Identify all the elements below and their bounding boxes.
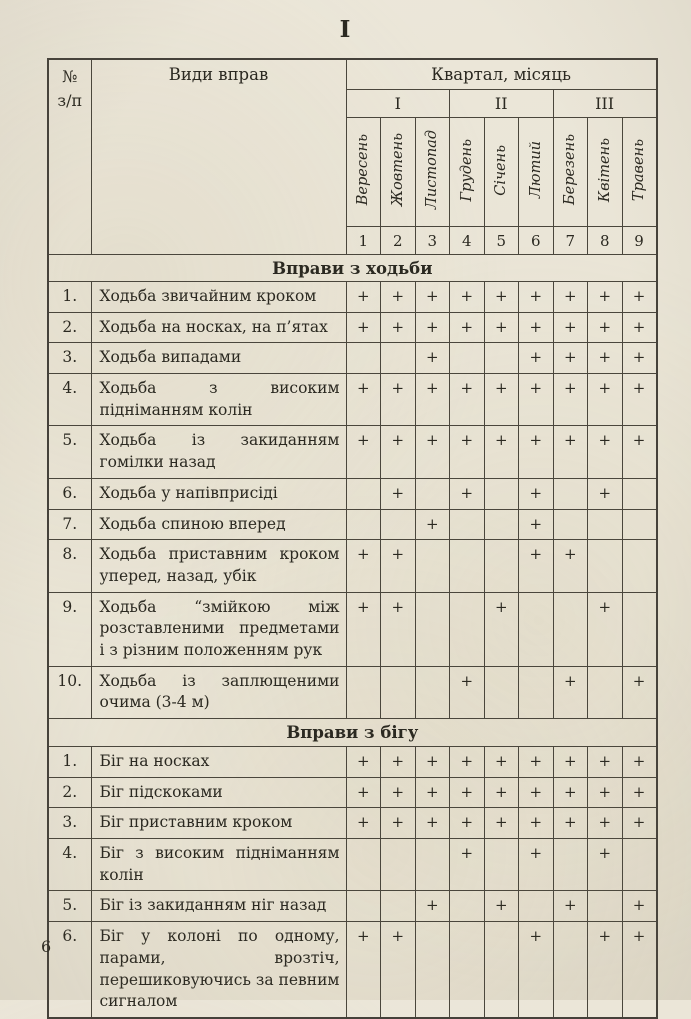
mark-cell: + [450,426,485,478]
month-header [415,118,450,227]
month-label: Жовтень [389,133,406,207]
section-title: Вправи з ходьби [48,255,657,282]
month-label: Квітень [596,137,613,203]
mark-cell: + [519,374,554,426]
row-number: 6. [48,922,91,1018]
exercise-name: Біг підскоками [91,777,346,808]
mark-cell [588,666,623,718]
month-header [450,118,485,227]
page-title: I [339,16,352,43]
mark-cell: + [519,509,554,540]
mark-cell: + [588,839,623,891]
mark-cell [622,478,657,509]
month-number: 2 [381,227,416,255]
month-label: Лютий [527,141,544,199]
mark-cell: + [415,747,450,778]
mark-cell [381,509,416,540]
exercise-name: Біг приставним кроком [91,808,346,839]
month-header [381,118,416,227]
mark-cell: + [553,540,588,592]
month-header [553,118,588,227]
mark-cell: + [415,509,450,540]
mark-cell [415,540,450,592]
mark-cell: + [484,891,519,922]
mark-cell: + [553,891,588,922]
mark-cell: + [415,426,450,478]
mark-cell: + [553,312,588,343]
mark-cell: + [484,312,519,343]
mark-cell: + [415,374,450,426]
mark-cell: + [588,592,623,666]
mark-cell [588,540,623,592]
mark-cell [346,509,381,540]
month-header [346,118,381,227]
mark-cell: + [588,312,623,343]
mark-cell [346,839,381,891]
mark-cell: + [346,747,381,778]
row-number: 1. [48,747,91,778]
mark-cell [381,666,416,718]
mark-cell: + [346,922,381,1018]
exercise-name: Біг із закиданням ніг назад [91,891,346,922]
mark-cell: + [381,747,416,778]
mark-cell [622,839,657,891]
mark-cell: + [519,343,554,374]
mark-cell: + [484,592,519,666]
exercise-name: Ходьба випадами [91,343,346,374]
row-number: 4. [48,839,91,891]
mark-cell [346,478,381,509]
row-number: 1. [48,282,91,313]
exercise-name: Біг на носках [91,747,346,778]
row-number: 6. [48,478,91,509]
mark-cell [381,891,416,922]
mark-cell: + [588,282,623,313]
mark-cell: + [415,312,450,343]
mark-cell [346,343,381,374]
mark-cell: + [588,777,623,808]
mark-cell: + [519,312,554,343]
mark-cell [484,343,519,374]
mark-cell: + [553,374,588,426]
exercise-name: Ходьба із заплющеними очима (3-4 м) [91,666,346,718]
month-header [484,118,519,227]
mark-cell [415,592,450,666]
table-row [48,478,657,509]
mark-cell: + [484,374,519,426]
mark-cell [484,839,519,891]
mark-cell: + [450,312,485,343]
mark-cell: + [519,777,554,808]
month-number: 7 [553,227,588,255]
table-row [48,839,657,891]
table-row [48,312,657,343]
row-number: 2. [48,777,91,808]
mark-cell: + [553,343,588,374]
mark-cell [415,666,450,718]
month-label: Листопад [424,130,440,210]
exercise-name: Ходьба у напівприсіді [91,478,346,509]
mark-cell: + [450,282,485,313]
exercise-name: Ходьба із закиданням гомілки назад [91,426,346,478]
row-number: 7. [48,509,91,540]
mark-cell [553,839,588,891]
mark-cell: + [415,343,450,374]
mark-cell: + [622,282,657,313]
mark-cell [519,592,554,666]
mark-cell [553,592,588,666]
month-label: Березень [562,134,578,206]
mark-cell: + [415,891,450,922]
row-number: 8. [48,540,91,592]
quarter-2-header: II [450,90,554,118]
mark-cell [450,509,485,540]
row-number: 9. [48,592,91,666]
table-row [48,540,657,592]
mark-cell: + [484,426,519,478]
mark-cell: + [415,777,450,808]
num-col-header [48,59,91,255]
mark-cell [346,891,381,922]
mark-cell [622,509,657,540]
mark-cell [415,478,450,509]
mark-cell: + [346,592,381,666]
mark-cell [622,540,657,592]
mark-cell [519,666,554,718]
mark-cell: + [346,540,381,592]
mark-cell: + [450,839,485,891]
mark-cell: + [553,747,588,778]
exercise-schedule-table [47,58,658,1019]
month-number: 8 [588,227,623,255]
table-row [48,592,657,666]
mark-cell: + [450,666,485,718]
num-col-line2: з/п [57,91,83,110]
mark-cell: + [346,312,381,343]
mark-cell [484,922,519,1018]
mark-cell: + [553,426,588,478]
exercise-name: Ходьба з високим підніманням колін [91,374,346,426]
row-number: 3. [48,808,91,839]
mark-cell [588,509,623,540]
mark-cell [588,891,623,922]
table-row [48,808,657,839]
mark-cell: + [622,343,657,374]
mark-cell [484,509,519,540]
month-label: Травень [630,138,647,202]
table-row [48,666,657,718]
row-number: 4. [48,374,91,426]
month-number: 1 [346,227,381,255]
mark-cell: + [346,426,381,478]
page-number: 6 [41,937,52,956]
mark-cell: + [381,540,416,592]
mark-cell [381,343,416,374]
mark-cell: + [622,666,657,718]
mark-cell: + [519,922,554,1018]
mark-cell: + [484,282,519,313]
mark-cell: + [553,777,588,808]
quarter-1-header: I [346,90,450,118]
table-row [48,509,657,540]
quarter-month-header: Квартал, місяць [346,59,657,90]
mark-cell: + [381,592,416,666]
mark-cell: + [346,282,381,313]
mark-cell: + [622,374,657,426]
row-number: 5. [48,426,91,478]
mark-cell: + [381,808,416,839]
month-number: 6 [519,227,554,255]
mark-cell [450,922,485,1018]
mark-cell: + [381,282,416,313]
header-row-top [48,59,657,90]
month-number: 9 [622,227,657,255]
mark-cell: + [450,747,485,778]
mark-cell: + [450,777,485,808]
exercise-name: Ходьба приставним кроком уперед, назад, убік [91,540,346,592]
mark-cell: + [588,426,623,478]
month-header [588,118,623,227]
mark-cell [553,509,588,540]
mark-cell [450,343,485,374]
mark-cell: + [553,808,588,839]
mark-cell: + [588,747,623,778]
mark-cell: + [346,808,381,839]
mark-cell: + [450,478,485,509]
table-row [48,374,657,426]
mark-cell: + [519,808,554,839]
section-header-row [48,255,657,282]
mark-cell: + [622,426,657,478]
num-col-line1: № [62,67,78,86]
mark-cell: + [519,540,554,592]
mark-cell [381,839,416,891]
month-number: 3 [415,227,450,255]
mark-cell: + [519,478,554,509]
row-number: 5. [48,891,91,922]
exercise-name: Ходьба спиною вперед [91,509,346,540]
mark-cell [450,891,485,922]
exercise-name: Ходьба “змійкою між розставленими предметами і з різним положенням рук [91,592,346,666]
month-header [622,118,657,227]
month-number: 4 [450,227,485,255]
mark-cell: + [415,282,450,313]
mark-cell: + [588,343,623,374]
mark-cell [519,891,554,922]
mark-cell [450,540,485,592]
mark-cell: + [381,374,416,426]
row-number: 10. [48,666,91,718]
mark-cell [622,592,657,666]
mark-cell: + [588,478,623,509]
month-header [519,118,554,227]
mark-cell: + [553,282,588,313]
table-row [48,282,657,313]
mark-cell: + [588,808,623,839]
month-label: Вересень [355,134,371,206]
mark-cell: + [588,922,623,1018]
mark-cell: + [346,374,381,426]
exercise-col-header: Види вправ [91,59,346,255]
mark-cell: + [381,922,416,1018]
section-header-row [48,719,657,747]
exercise-name: Ходьба звичайним кроком [91,282,346,313]
exercise-name: Біг у колоні по одному, парами, врозтіч, перешиковуючись за певним сигналом [91,922,346,1018]
mark-cell: + [519,839,554,891]
mark-cell: + [450,808,485,839]
mark-cell: + [415,808,450,839]
row-number: 2. [48,312,91,343]
mark-cell [553,478,588,509]
month-label: Грудень [458,138,475,202]
mark-cell [346,666,381,718]
mark-cell: + [519,282,554,313]
mark-cell: + [346,777,381,808]
mark-cell: + [484,777,519,808]
mark-cell: + [622,312,657,343]
mark-cell: + [484,808,519,839]
mark-cell: + [381,478,416,509]
mark-cell: + [622,808,657,839]
table-row [48,777,657,808]
mark-cell: + [381,312,416,343]
mark-cell: + [381,426,416,478]
mark-cell: + [622,922,657,1018]
quarter-3-header: III [553,90,657,118]
mark-cell [484,478,519,509]
mark-cell: + [553,666,588,718]
mark-cell: + [622,777,657,808]
mark-cell: + [519,426,554,478]
mark-cell: + [381,777,416,808]
month-label: Січень [493,144,509,196]
mark-cell: + [622,747,657,778]
month-number: 5 [484,227,519,255]
table-row [48,343,657,374]
mark-cell: + [519,747,554,778]
exercise-name: Ходьба на носках, на п’ятах [91,312,346,343]
table-row [48,747,657,778]
mark-cell: + [588,374,623,426]
mark-cell [415,839,450,891]
section-title: Вправи з бігу [48,719,657,747]
table-row [48,891,657,922]
mark-cell [415,922,450,1018]
mark-cell: + [484,747,519,778]
mark-cell [484,666,519,718]
mark-cell [450,592,485,666]
mark-cell [553,922,588,1018]
table-row [48,922,657,1018]
mark-cell: + [450,374,485,426]
mark-cell: + [622,891,657,922]
exercise-name: Біг з високим підніманням колін [91,839,346,891]
row-number: 3. [48,343,91,374]
table-row [48,426,657,478]
mark-cell [484,540,519,592]
